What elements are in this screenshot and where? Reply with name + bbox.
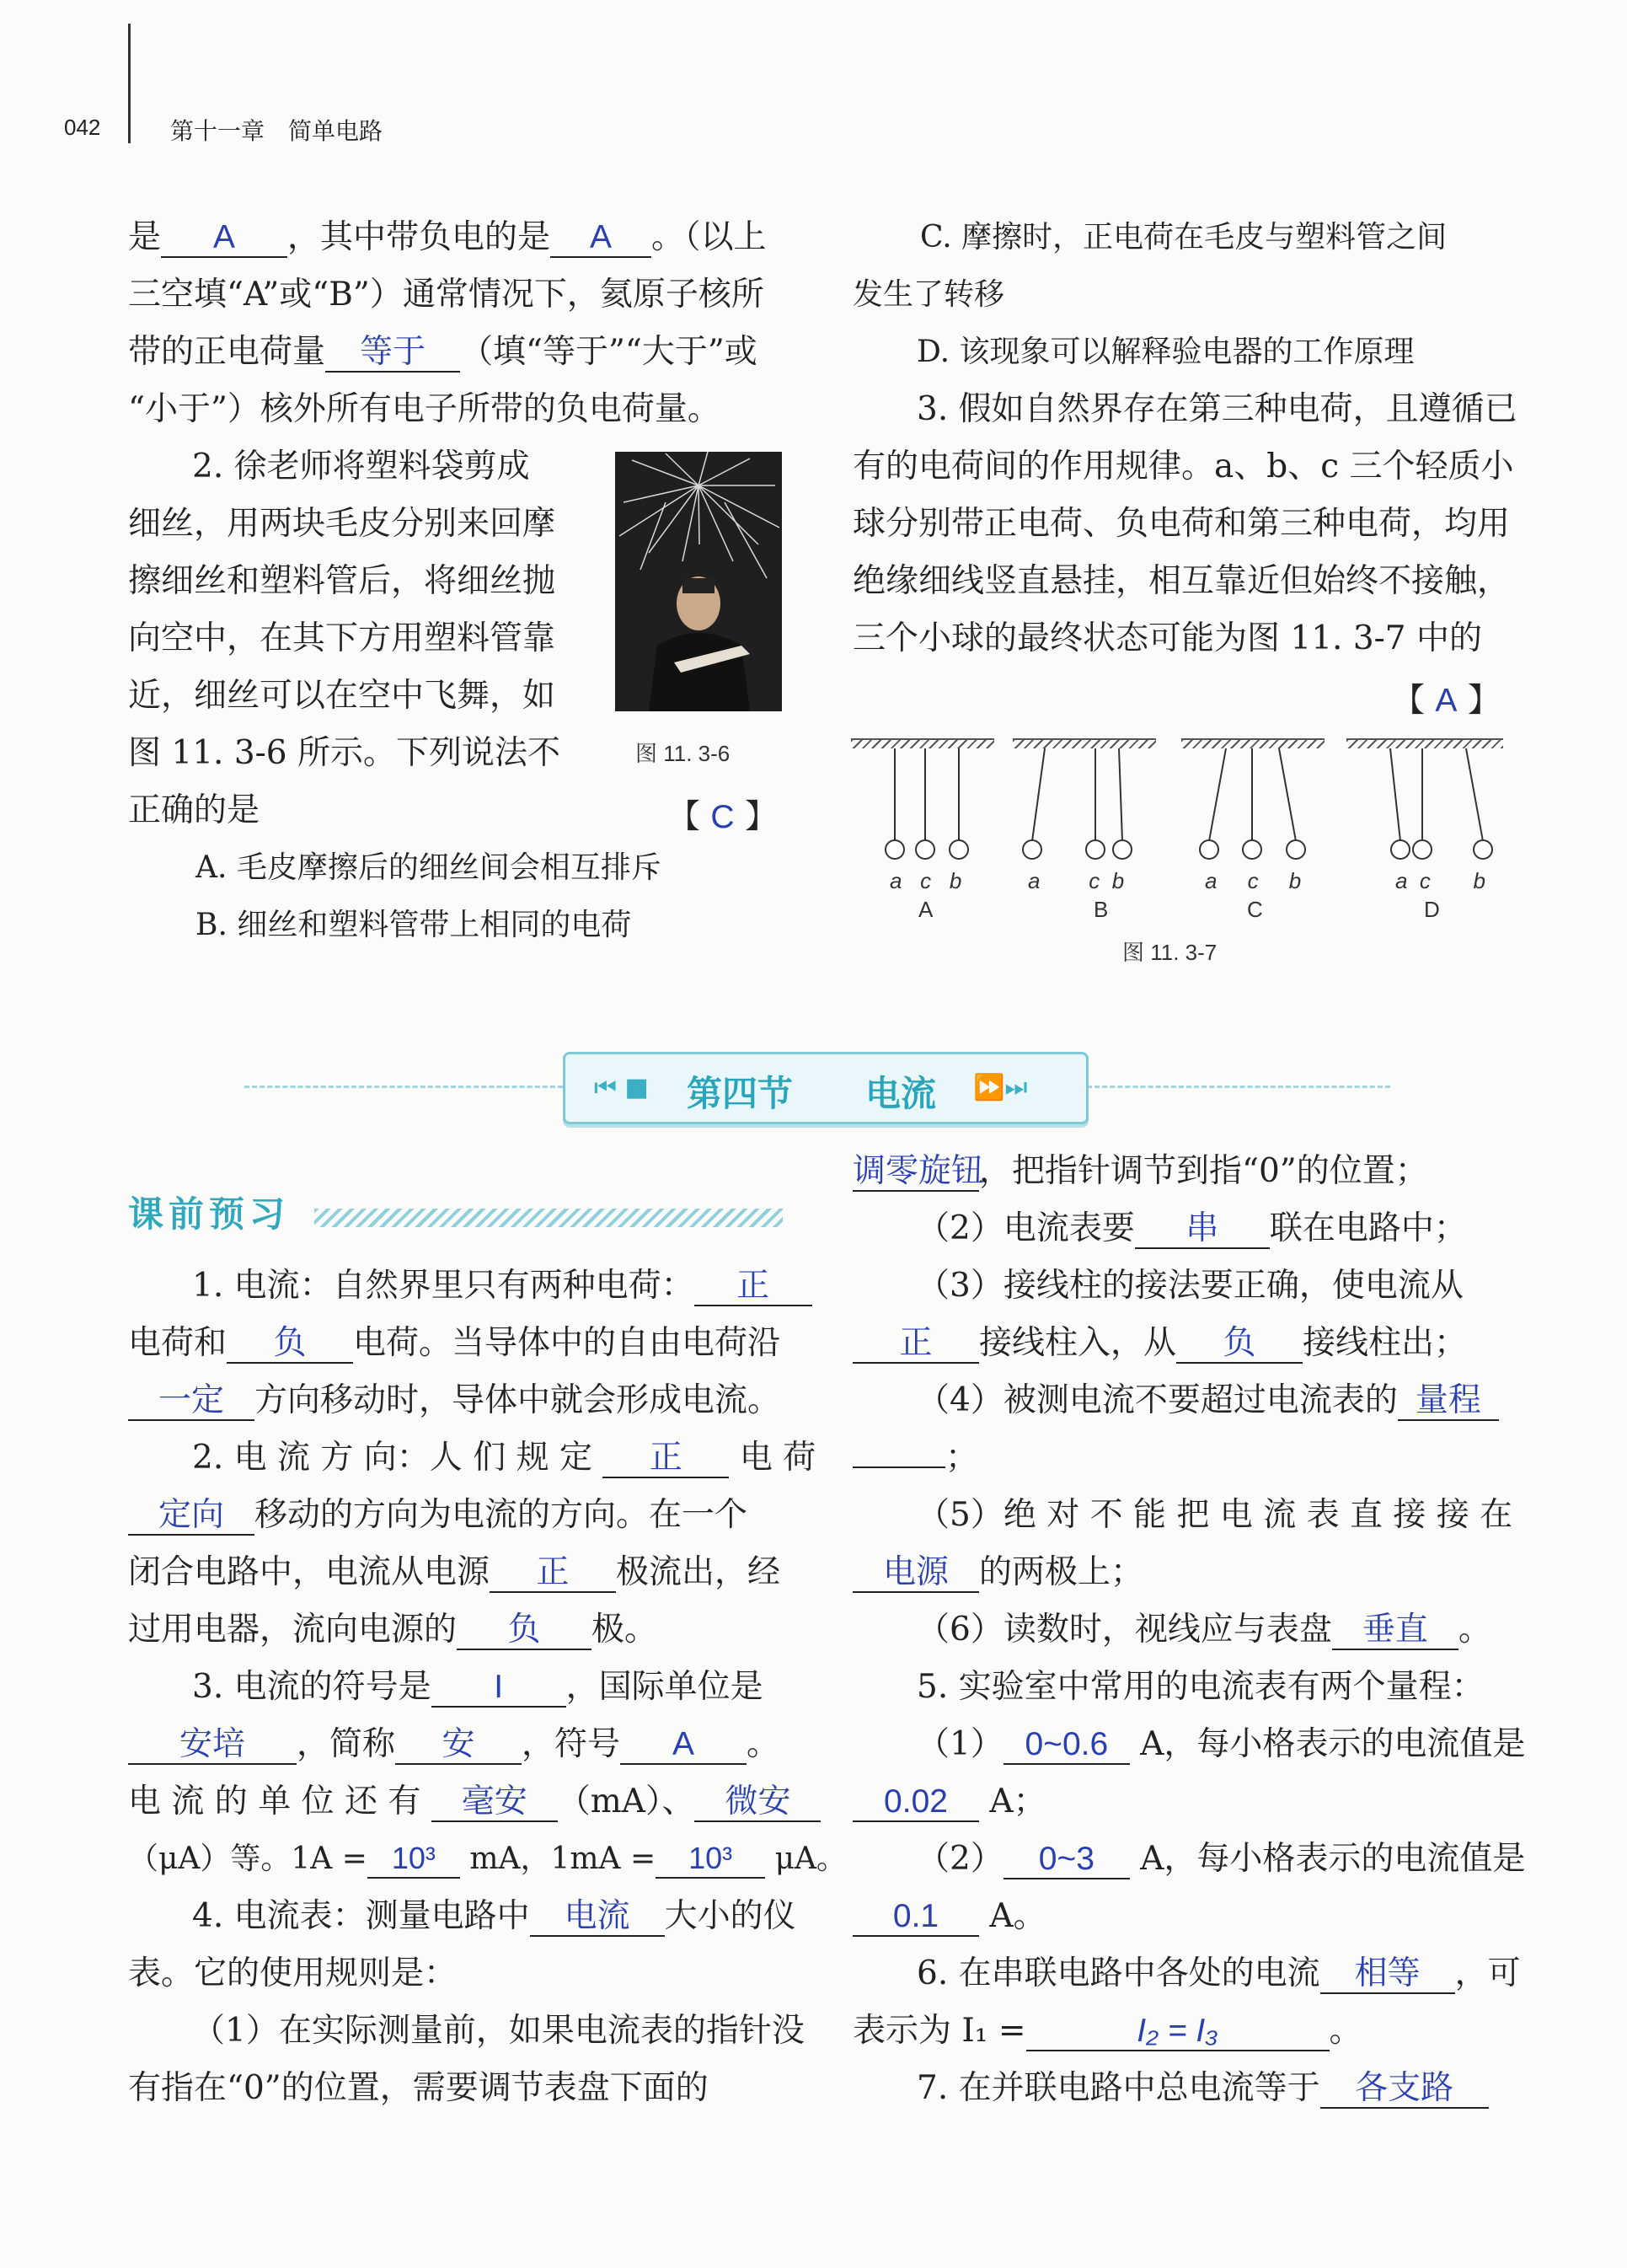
p3-line2: 安培 ，简称 安 ，符号 A 。 bbox=[128, 1723, 785, 1767]
option-b: B. 细丝和塑料管带上相同的电荷 bbox=[195, 908, 632, 942]
panel-d-balls: a c b bbox=[1395, 868, 1485, 893]
panel-c-balls: a c b bbox=[1205, 868, 1302, 893]
r4-line1: （4）被测电流不要超过电流表的 量程 bbox=[917, 1379, 1510, 1423]
line-4: “小于”）核外所有电子所带的负电荷量。 bbox=[128, 390, 720, 428]
r9-line1: （2） 0~3 A，每小格表示的电流值是 bbox=[917, 1840, 1526, 1878]
section-number: 第四节 bbox=[687, 1073, 794, 1114]
q2-line-4: 向空中，在其下方用塑料管靠 bbox=[128, 619, 556, 657]
r8-line2: 0.02 A； bbox=[853, 1780, 1510, 1824]
p4-line4: 有指在“0”的位置，需要调节表盘下面的 bbox=[128, 2069, 709, 2107]
q2-line-5: 近，细丝可以在空中飞舞，如 bbox=[128, 677, 556, 715]
q2-line-6: 图 11. 3-6 所示。下列说法不 bbox=[128, 734, 561, 772]
r5-line1: （5）绝 对 不 能 把 电 流 表 直 接 接 在 bbox=[917, 1496, 1513, 1534]
r9-line2: 0.1 A。 bbox=[853, 1895, 1510, 1938]
r6-line: （6）读数时，视线应与表盘 垂直 。 bbox=[917, 1611, 1491, 1649]
line-2: 三空填“A”或“B”）通常情况下，氦原子核所 bbox=[128, 276, 764, 314]
p4-line2: 表。它的使用规则是： bbox=[128, 1954, 458, 1992]
r7-line: 5. 实验室中常用的电流表有两个量程： bbox=[917, 1668, 1485, 1706]
r11-line: 7. 在并联电路中总电流等于 各支路 bbox=[917, 2067, 1510, 2110]
p4-line1: 4. 电流表：测量电路中 电流 大小的仪 bbox=[192, 1897, 796, 1935]
r1-line: 调零旋钮，把指针调节到指“0”的位置； bbox=[853, 1152, 1428, 1190]
r4-line2: ； bbox=[853, 1436, 1510, 1480]
page-number: 042 bbox=[64, 115, 101, 140]
p3-line1: 3. 电流的符号是 I ，国际单位是 bbox=[192, 1668, 763, 1706]
rewind-icon: ⏮ ■ bbox=[594, 1073, 649, 1102]
panel-b-label: B bbox=[1094, 897, 1109, 922]
r2-line: （2）电流表要 串 联在电路中； bbox=[917, 1209, 1467, 1247]
option-c-line1: C. 摩擦时，正电荷在毛皮与塑料管之间 bbox=[920, 220, 1448, 255]
panel-a-balls: a c b bbox=[890, 868, 962, 893]
p3-line4: （μA）等。1A = 10³ mA，1mA = 10³ μA。 bbox=[128, 1837, 785, 1881]
q3-line-4: 绝缘细线竖直悬挂，相互靠近但始终不接触， bbox=[853, 562, 1511, 600]
figure-11-3-6-caption: 图 11. 3-6 bbox=[635, 741, 731, 766]
r3-line1: （3）接线柱的接法要正确，使电流从 bbox=[917, 1267, 1464, 1305]
q2-line-3: 擦细丝和塑料管后，将细丝抛 bbox=[128, 562, 556, 600]
q2-line-2: 细丝，用两块毛皮分别来回摩 bbox=[128, 505, 556, 543]
q2-line-7: 正确的是 bbox=[128, 791, 260, 829]
r5-line2: 电源 的两极上； bbox=[853, 1551, 1510, 1595]
p2-line4: 过用电器，流向电源的 负 极。 bbox=[128, 1611, 658, 1649]
option-a: A. 毛皮摩擦后的细丝间会相互排斥 bbox=[195, 850, 661, 885]
q3-line-5: 三个小球的最终状态可能为图 11. 3-7 中的 bbox=[853, 619, 1483, 657]
q3-line-3: 球分别带正电荷、负电荷和第三种电荷，均用 bbox=[853, 505, 1511, 543]
fast-forward-icon: ⏩⏭ bbox=[973, 1073, 1028, 1102]
p2-line2: 定向 移动的方向为电流的方向。在一个 bbox=[128, 1493, 785, 1537]
chapter-title: 第十一章 简单电路 bbox=[170, 118, 383, 144]
p2-line1: 2. 电 流 方 向：人 们 规 定 正 电 荷 bbox=[192, 1439, 816, 1477]
p4-line3: （1）在实际测量前，如果电流表的指针没 bbox=[192, 2012, 805, 2050]
right-bottom-column bbox=[853, 0, 1526, 2268]
q2-answer-bracket: 【 C 】 bbox=[667, 798, 778, 836]
preview-heading: 课前预习 bbox=[128, 1193, 291, 1235]
option-d: D. 该现象可以解释验电器的工作原理 bbox=[917, 335, 1415, 369]
p1-line2: 电荷和 负 电荷。当导体中的自由电荷沿 bbox=[128, 1324, 781, 1362]
q3-line-2: 有的电荷间的作用规律。a、b、c 三个轻质小 bbox=[853, 448, 1514, 485]
figure-11-3-7-caption: 图 11. 3-7 bbox=[1122, 940, 1218, 965]
r10-line2: 表示为 I₁ = I₂ = I₃ 。 bbox=[853, 2012, 1362, 2050]
p2-line3: 闭合电路中，电流从电源 正 极流出，经 bbox=[128, 1553, 781, 1591]
q3-answer-bracket: 【 A 】 bbox=[1392, 682, 1501, 720]
panel-b-balls: a c b bbox=[1028, 868, 1125, 893]
left-bottom-column bbox=[128, 0, 848, 2268]
p1-line1: 1. 电流：自然界里只有两种电荷： 正 bbox=[192, 1264, 785, 1308]
r3-line2: 正 接线柱入，从 负 接线柱出； bbox=[853, 1322, 1510, 1365]
option-c-line2: 发生了转移 bbox=[853, 277, 1005, 312]
panel-d-label: D bbox=[1424, 897, 1440, 922]
q2-line-1: 2. 徐老师将塑料袋剪成 bbox=[192, 448, 530, 485]
section-topic: 电流 bbox=[865, 1073, 937, 1114]
r8-line1: （1） 0~0.6 A，每小格表示的电流值是 bbox=[917, 1725, 1526, 1763]
line-3: 带的正电荷量 等于 （填“等于”“大于”或 bbox=[128, 333, 757, 371]
p1-line3: 一定 方向移动时，导体中就会形成电流。 bbox=[128, 1379, 785, 1423]
p3-line3: 电 流 的 单 位 还 有 毫安 （mA）、 微安 bbox=[128, 1780, 785, 1824]
r10-line1: 6. 在串联电路中各处的电流 相等 ，可 bbox=[917, 1954, 1521, 1992]
panel-a-label: A bbox=[918, 897, 934, 922]
q3-line-1: 3. 假如自然界存在第三种电荷，且遵循已 bbox=[917, 390, 1517, 428]
panel-c-label: C bbox=[1247, 897, 1263, 922]
line-1: 是 A ，其中带负电的是 A 。（以上 bbox=[128, 218, 767, 256]
